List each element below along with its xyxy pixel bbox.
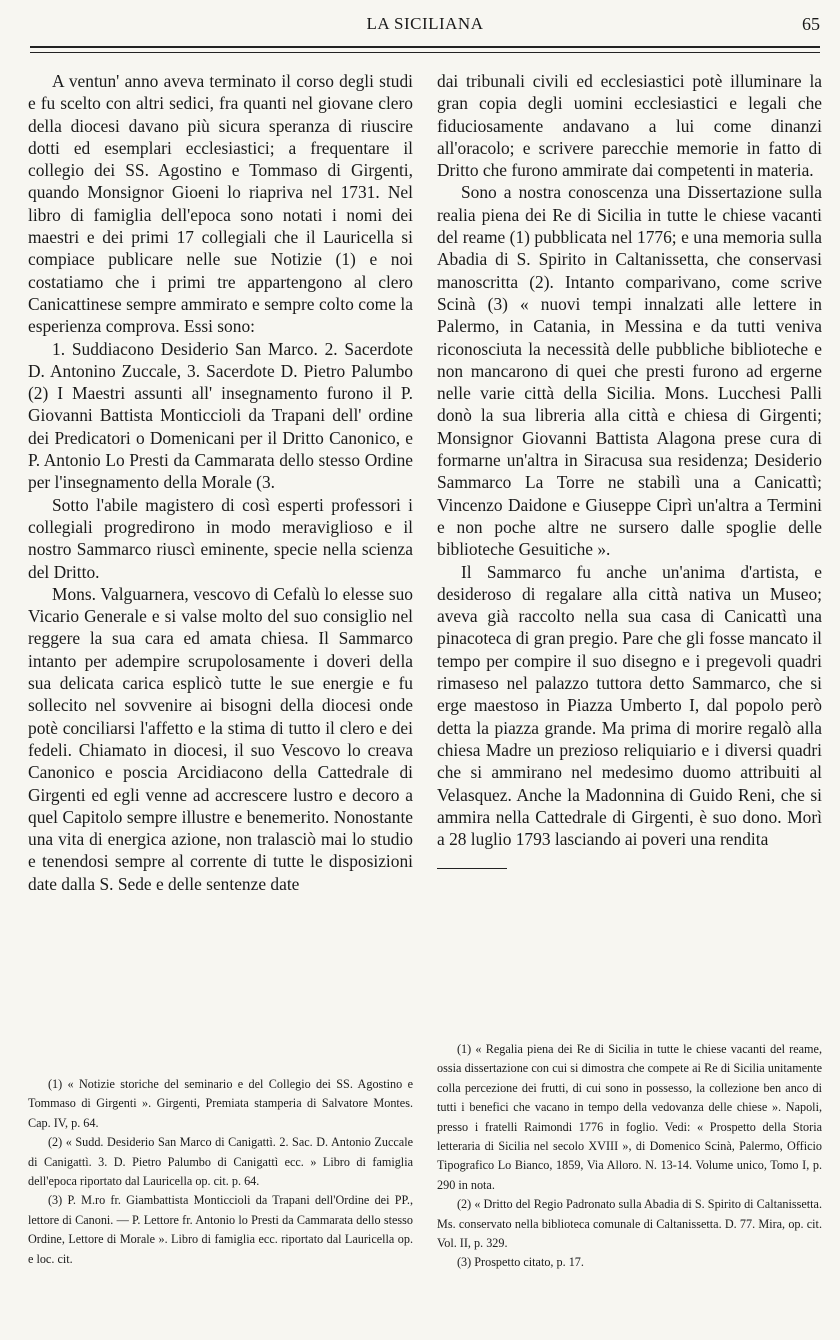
footnote-separator: [437, 868, 507, 869]
paragraph: dai tribunali civili ed ecclesiastici potè illuminare la gran copia degli uomini ecclesiastici e legali che fiduciosamente andavano a lui come dinanzi all'oracolo; e scrivere parecchie memorie in fatto di Dritto che furono ammirate dai competenti in materia.: [437, 71, 822, 181]
page-number: 65: [802, 14, 820, 34]
footnotes-left: [28, 1075, 413, 1269]
paragraph: A ventun' anno aveva terminato il corso degli studi e fu scelto con altri sedici, fra quanti nel giovane clero della diocesi davano più sicura speranza di riuscire dotti ed esemplari ecclesiastici; a frequentare il collegio dei SS. Agostino e Tommaso di Girgenti, quando Monsignor Gioeni lo riapriva nel 1731. Nel libro di famiglia dell'epoca sono notati i nomi dei maestri e dei primi 17 collegiali che il Lauricella si compiace publicare nelle sue Notizie (1) e noi costatiamo che i primi tre appartengono al clero Canicattinese sempre ammirato e sempre colto come la esperienza comprova. Essi sono:: [28, 71, 413, 337]
page-header: [30, 14, 820, 38]
footnote: (2) « Dritto del Regio Padronato sulla Abadia di S. Spirito di Caltanissetta. Ms. conservato nella biblioteca comunale di Caltanissetta. D. 77. Mira, op. cit. Vol. II, p. 329.: [437, 1197, 822, 1251]
footnote: (1) « Notizie storiche del seminario e del Collegio dei SS. Agostino e Tommaso di Girgenti ». Girgenti, Premiata stamperia di Salvatore Montes. Cap. IV, p. 64.: [28, 1077, 413, 1130]
paragraph: Sono a nostra conoscenza una Dissertazione sulla realia piena dei Re di Sicilia in tutte le chiese vacanti del reame (1) pubblicata nel 1776; e una memoria sulla Abadia di S. Spirito in Caltanissetta, che conservasi manoscritta (2). Intanto comparivano, come scrive Scinà (3) « nuovi tempi innalzati alle lettere in Palermo, in Catania, in Messina e da tutti veniva riconosciuta la necessità delle pubbliche biblioteche e non mancarono di quei che presti furono ad ergerne nelle varie città della Sicilia. Mons. Lucchesi Palli donò la sua libreria alla città e chiesa di Girgenti; Monsignor Giovanni Battista Alagona prese cura di formarne un'altra in Siracusa sua residenza; Desiderio Sammarco La Torre ne stabilì una a Canicattì; Vincenzo Daidone e Giuseppe Ciprì un'altra a Termini e non poche altre ne sursero dalle spoglie delle biblioteche Gesuitiche ».: [437, 182, 822, 560]
paragraph: Sotto l'abile magistero di così esperti professori i collegiali progredirono in modo meraviglioso e il nostro Sammarco riuscì eminente, specie nella scienza del Dritto.: [28, 494, 413, 582]
paragraph: Mons. Valguarnera, vescovo di Cefalù lo elesse suo Vicario Generale e si valse molto del suo consiglio nel reggere la sua cara ed amata chiesa. Il Sammarco intanto per adempire scrupolosamente i doveri della sua delicata carica esplicò tutte le sue energie e fu sollecito nel sovvenire ai bisogni della diocesi onde potè conciliarsi l'affetto e la stima di tutto il clero e dei fedeli. Chiamato in diocesi, il suo Vescovo lo creava Canonico e poscia Arcidiacono della Cattedrale di Girgenti ed egli venne ad accrescere lustro e decoro a quel Capitolo sempre illustre e benemerito. Nonostante una vita di energica azione, non tralasciò mai lo studio e tenendosi sempre al corrente di tutte le disposizioni date dalla S. Sede e delle sentenze date: [28, 583, 413, 894]
header-rule-thin: [30, 52, 820, 53]
footnote: (1) « Regalia piena dei Re di Sicilia in tutte le chiese vacanti del reame, ossia dissertazione con cui si dimostra che compete ai Re di Sicilia unitamente colla percezione dei frutti, di cui sono in possesso, la collezione ben anco di tutti i benefici che vacano in tempo della vedovanza delle chiese ». Napoli, presso i fratelli Raimondi 1776 in foglio. Vedi: « Prospetto della Storia letteraria di Sicilia nel secolo XVIII », di Domenico Scinà, Palermo, Officio Tipografico Lo Bianco, 1859, Via Alloro. N. 13-14. Volume unico, Tomo I, p. 290 in nota.: [437, 1042, 822, 1192]
footnote: (3) Prospetto citato, p. 17.: [457, 1255, 584, 1270]
paragraph: Il Sammarco fu anche un'anima d'artista, e desideroso di regalare alla città nativa un Museo; aveva già raccolto nella sua casa di Canicattì una pinacoteca di gran pregio. Pare che gli fosse mancato il tempo per compire il suo disegno e i pregevoli quadri rimaseso nel palazzo tuttora detto Sammarco, che si erge maestoso in Piazza Umberto I, dal popolo però detta la piazza grande. Ma prima di morire regalò alla chiesa Madre un prezioso reliquiario e i diversi quadri che si ammirano nel medesimo duomo attribuiti al Velasquez. Anche la Madonnina di Guido Reni, che si ammira nella Cattedrale di Girgenti, è suo dono. Morì a 28 luglio 1793 lasciando ai poveri una rendita: [437, 561, 822, 850]
left-column: [28, 70, 413, 895]
paragraph: 1. Suddiacono Desiderio San Marco. 2. Sacerdote D. Antonino Zuccale, 3. Sacerdote D. Pietro Palumbo (2) I Maestri assunti all' insegnamento furono il P. Giovanni Battista Monticcioli da Trapani dell' ordine dei Predicatori o Domenicani per il Dritto Canonico, e P. Antonio Lo Presti da Cammarata dello stesso Ordine per l'insegnamento della Morale (3.: [28, 338, 413, 493]
footnotes-right: [437, 1040, 822, 1273]
running-title: LA SICILIANA: [366, 14, 484, 33]
footnote: (2) « Sudd. Desiderio San Marco di Canigattì. 2. Sac. D. Antonio Zuccale di Canigattì. 3. D. Pietro Palumbo di Canigattì ecc. » Libro di famiglia dell'epoca riportato dal Lauricella op. cit. p. 64.: [28, 1135, 413, 1189]
right-column: [437, 70, 822, 881]
footnote: (3) P. M.ro fr. Giambattista Monticcioli da Trapani dell'Ordine dei PP., lettore di Canoni. — P. Lettore fr. Antonio lo Presti da Cammarata dello stesso Ordine, Lettore di Morale ». Libro di famiglia ecc. riportato dal Lauricella op. e loc. cit.: [28, 1193, 413, 1266]
header-rule-thick: [30, 46, 820, 48]
